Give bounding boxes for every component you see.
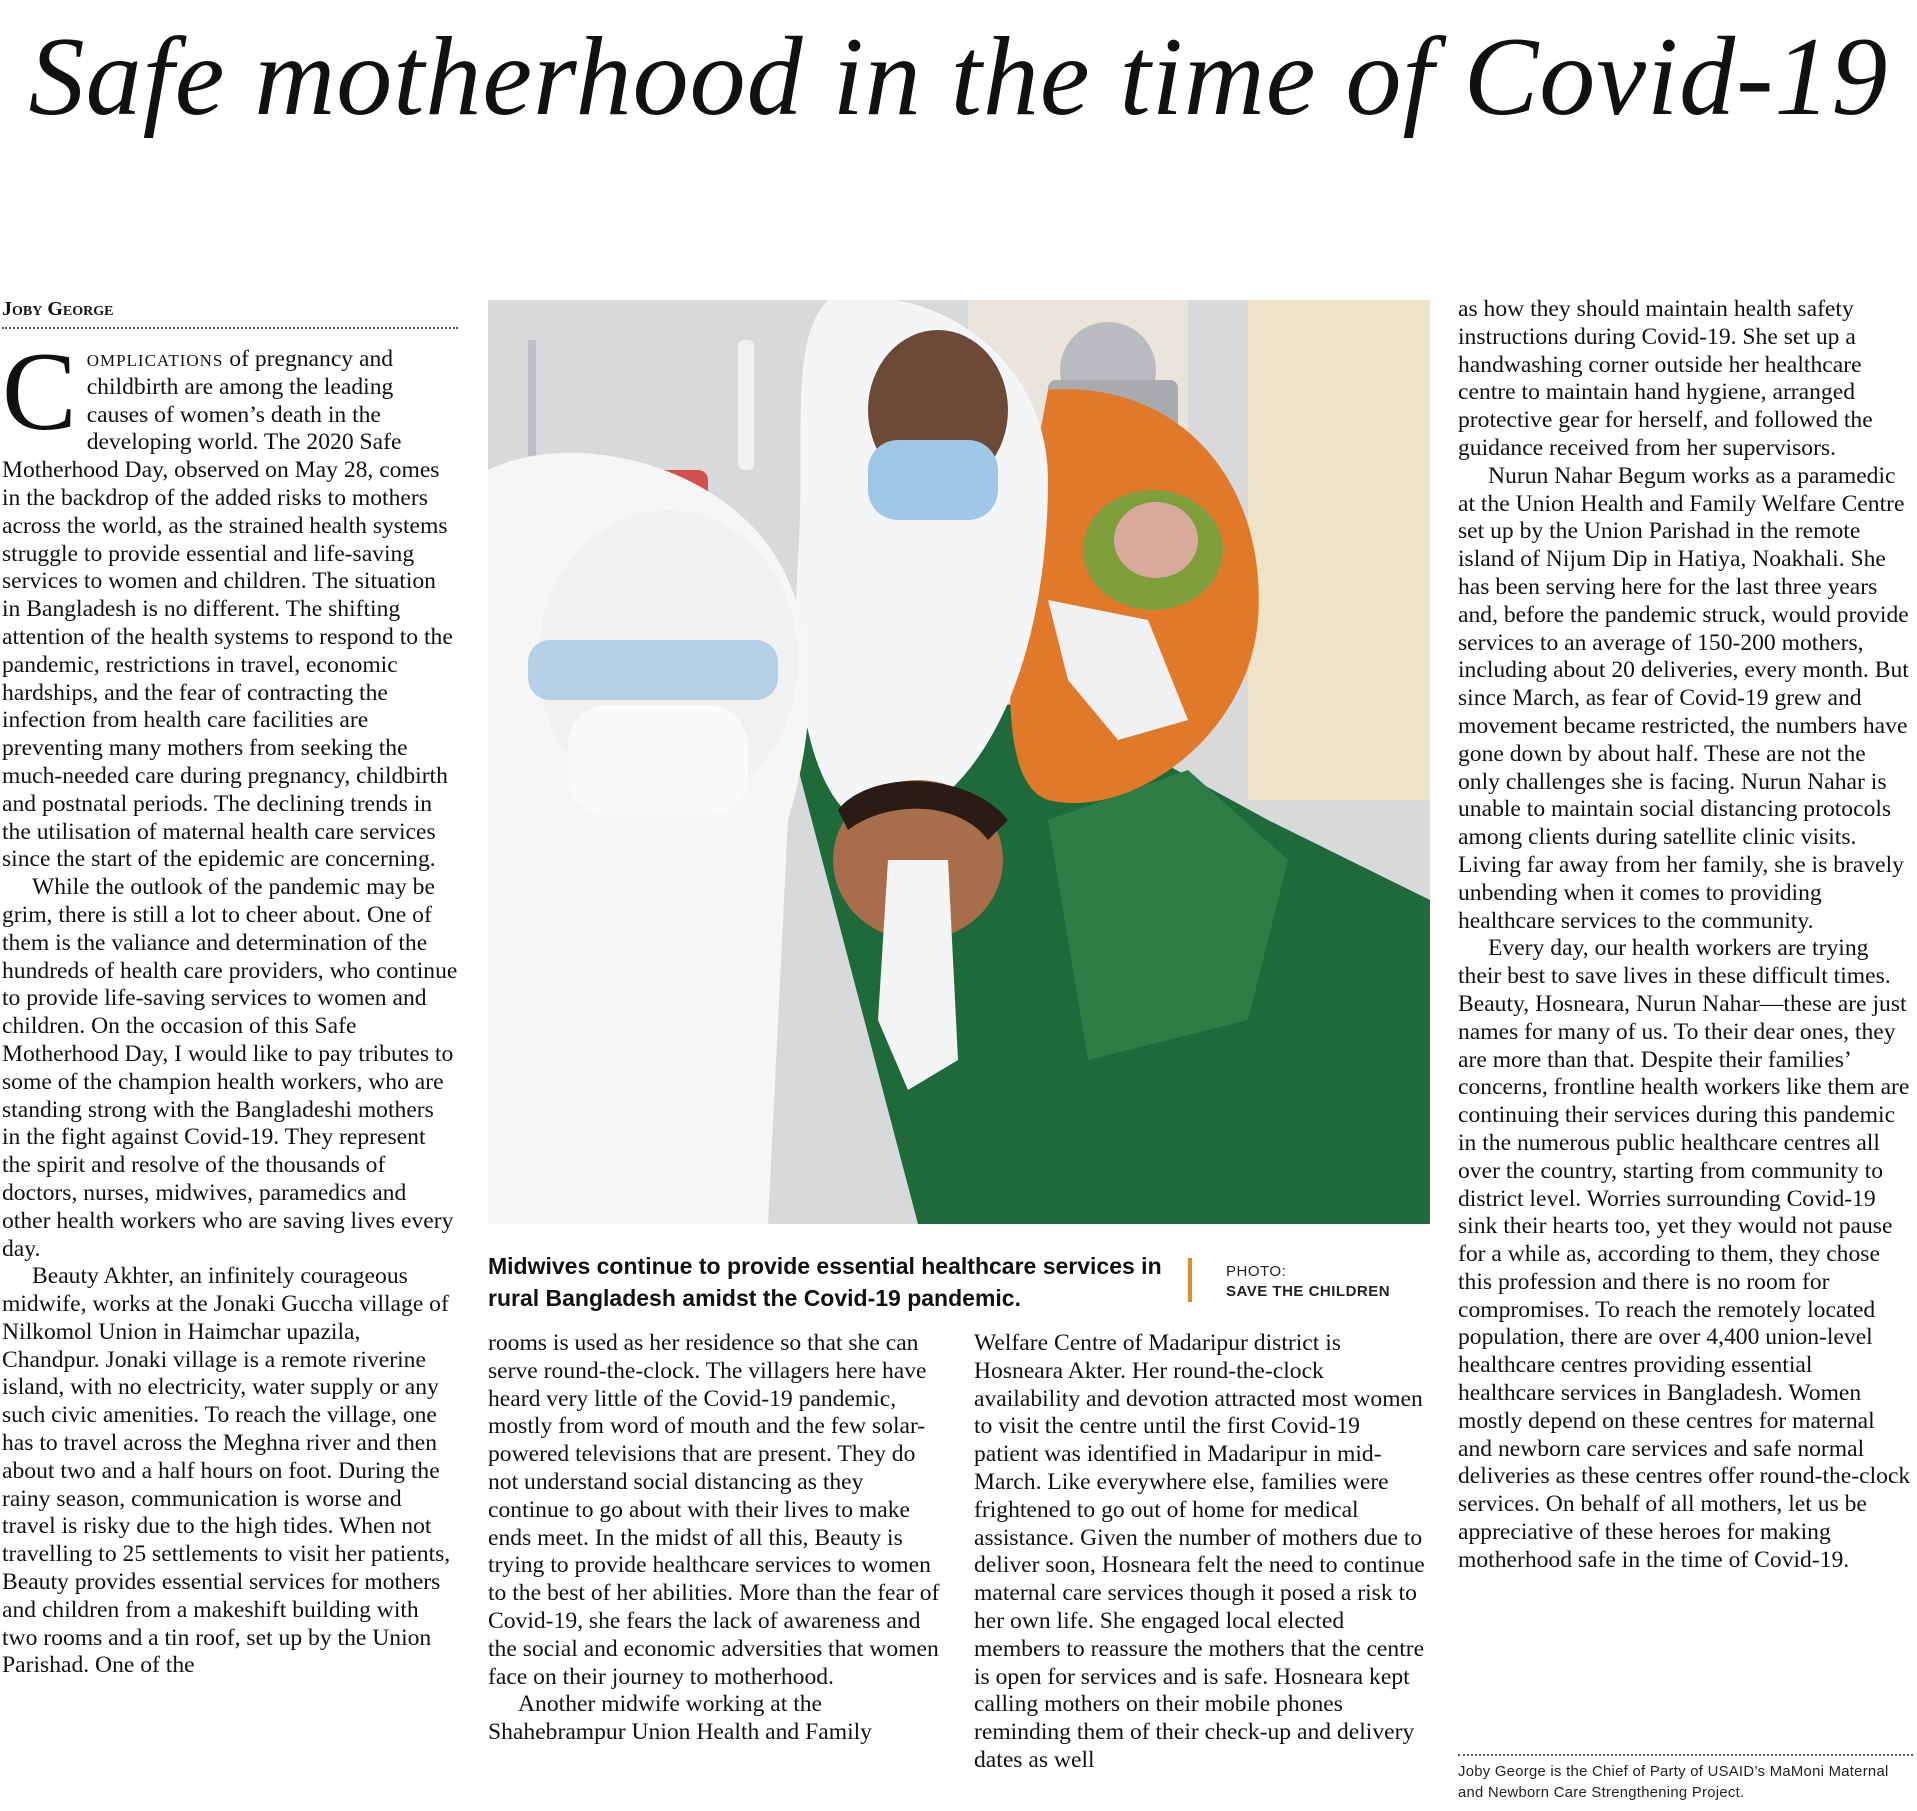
article-photo <box>488 300 1430 1224</box>
article-column-1 <box>2 346 458 1806</box>
photo-credit-label: PHOTO: <box>1226 1263 1287 1280</box>
drop-cap: C <box>2 346 77 454</box>
article-column-3 <box>974 1330 1430 1806</box>
body-paragraph: as how they should maintain health safety instructions during Covid-19. She set up a handwashing corner outside her healthcare centre to maintain hand hygiene, arranged protective gear for herself, and followed the guidance received from her supervisors. <box>1458 296 1873 461</box>
photo-illustration <box>488 300 1430 1224</box>
photo-credit-name: SAVE THE CHILDREN <box>1226 1283 1391 1300</box>
lead-text: of pregnancy and childbirth are among the leading causes of women’s death in the developing world. The 2020 Safe Motherhood Day, observed on May 28, comes in the backdrop of the added risks to mothers across the world, as the strained health systems struggle to provide essential and life-saving services to women and children. The situation in Bangladesh is no different. The shifting attention of the health systems to respond to the pandemic, restrictions in travel, economic hardships, and the fear of contracting the infection from health care facilities are preventing many mothers from seeking the much-needed care during pregnancy, childbirth and postnatal periods. The declining trends in the utilisation of maternal health care services since the start of the epidemic are concerning. <box>2 346 453 873</box>
article-column-4 <box>1458 296 1913 1736</box>
body-paragraph: Beauty Akhter, an infinitely courageous midwife, works at the Jonaki Guccha village of Nilkomol Union in Haimchar upazila, Chandpur. Jonaki village is a remote riverine island, with no electricity, water supply or any such civic amenities. To reach the village, one has to travel across the Meghna river and then about two and a half hours on foot. During the rainy season, communication is worse and travel is risky due to the high tides. When not travelling to 25 settlements to visit her patients, Beauty provides essential services for mothers and children from a makeshift building with two rooms and a tin roof, set up by the Union Parishad. One of the <box>2 1263 451 1679</box>
lead-small-caps: omplications <box>86 346 224 372</box>
body-paragraph: rooms is used as her residence so that she can serve round-the-clock. The villagers here have heard very little of the Covid-19 pandemic, mostly from word of mouth and the few solar-powered televisions that are present. They do not understand social distancing as they continue to go about with their lives to make ends meet. In the midst of all this, Beauty is trying to provide healthcare services to women to the best of her abilities. More than the fear of Covid-19, she fears the lack of awareness and the social and economic adversities that women face on their journey to motherhood. <box>488 1330 940 1690</box>
body-paragraph: While the outlook of the pandemic may be grim, there is still a lot to cheer about. One of them is the valiance and determination of the hundreds of health care providers, who continue to provide life-saving services to women and children. On the occasion of this Safe Motherhood Day, I would like to pay tributes to some of the champion health workers, who are standing strong with the Bangladeshi mothers in the fight against Covid-19. They represent the spirit and resolve of the thousands of doctors, nurses, midwives, paramedics and other health workers who are saving lives every day. <box>2 874 458 1262</box>
lead-paragraph <box>2 346 458 874</box>
byline: Joby George <box>2 298 458 329</box>
author-bio: Joby George is the Chief of Party of USAID’s MaMoni Maternal and Newborn Care Strengthening Project. <box>1458 1764 1889 1801</box>
headline: Safe motherhood in the time of Covid-19 <box>28 15 1889 139</box>
bio-divider <box>1458 1754 1913 1756</box>
body-paragraph: Nurun Nahar Begum works as a paramedic at the Union Health and Family Welfare Centre set up by the Union Parishad in the remote island of Nijum Dip in Hatiya, Noakhali. She has been serving here for the last three years and, before the pandemic struck, would provide services to an average of 150-200 mothers, including about 20 deliveries, every month. But since March, as fear of Covid-19 grew and movement became restricted, the numbers have gone down by about half. These are not the only challenges she is facing. Nurun Nahar is unable to maintain social distancing protocols among clients during satellite clinic visits. Living far away from her family, she is bravely unbending when it comes to providing healthcare services to the community. <box>1458 462 1909 934</box>
body-paragraph: Welfare Centre of Madaripur district is Hosneara Akter. Her round-the-clock availability and devotion attracted most women to visit the centre until the first Covid-19 patient was identified in Madaripur in mid-March. Like everywhere else, families were frightened to go out of home for medical assistance. Given the number of mothers due to deliver soon, Hosneara felt the need to continue maternal care services though it posed a risk to her own life. She engaged local elected members to reassure the mothers that the centre is open for services and is safe. Hosneara kept calling mothers on their mobile phones reminding them of their check-up and delivery dates as well <box>974 1330 1425 1773</box>
photo-caption: Midwives continue to provide essential healthcare services in rural Bangladesh amidst the Covid-19 pandemic. <box>488 1253 1162 1311</box>
article-column-2 <box>488 1330 946 1806</box>
body-paragraph: Every day, our health workers are trying their best to save lives in these difficult times. Beauty, Hosneara, Nurun Nahar—these are just names for many of us. To their dear ones, they are more than that. Despite their families’ concerns, frontline health workers like them are continuing their services during this pandemic in the numerous public healthcare centres all over the country, starting from community to district level. Worries surrounding Covid-19 sink their hearts too, yet they would not pause for a while as, according to them, they chose this profession and there is no room for compromises. To reach the remotely located population, there are over 4,400 union-level healthcare centres providing essential healthcare services in Bangladesh. Women mostly depend on these centres for maternal and newborn care services and safe normal deliveries as these centres offer round-the-clock services. On behalf of all mothers, let us be appreciative of these heroes for making motherhood safe in the time of Covid-19. <box>1458 935 1911 1573</box>
credit-accent-bar <box>1188 1258 1192 1302</box>
photo-credit <box>1226 1262 1426 1302</box>
body-paragraph: Another midwife working at the Shahebrampur Union Health and Family <box>488 1691 872 1746</box>
